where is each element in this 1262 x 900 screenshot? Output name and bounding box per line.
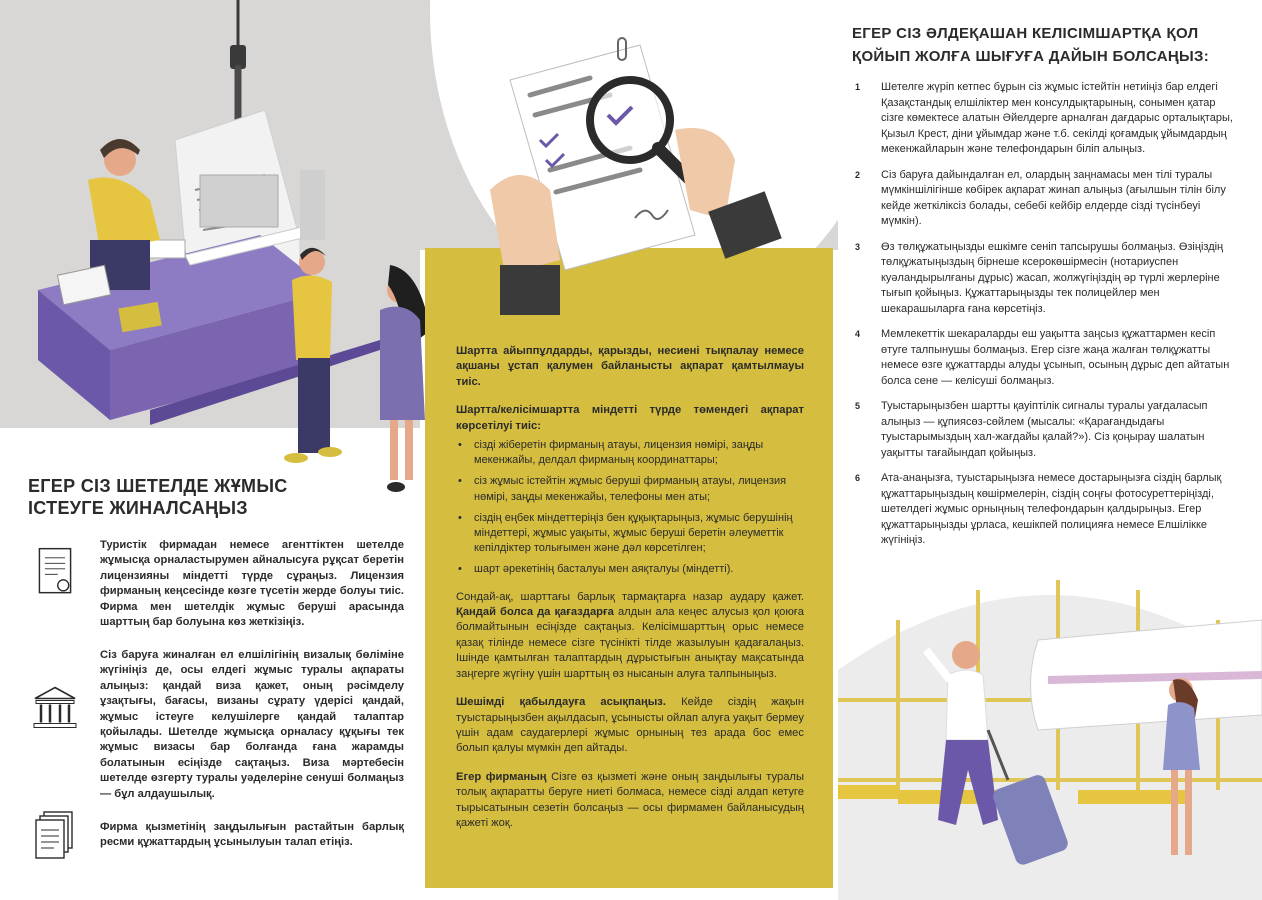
right-section-title: ЕГЕР СІЗ ӘЛДЕҚАШАН КЕЛІСІМШАРТҚА ҚОЛ ҚОЙЫП ЖОЛҒА ШЫҒУҒА ДАЙЫН БОЛСАҢЫЗ: xyxy=(852,25,1210,65)
list-item: • сіздің еңбек міндеттеріңіз бен құқықтарыңыз, жұмыс берушінің міндеттері, жұмыс уақыты, жұмыс беруші беретін әлеуметтік кепілдіктер толығымен және дәл көрсетілген; xyxy=(468,511,804,557)
list-item: • сізді жіберетін фирманың атауы, лицензия нөмірі, заңды мекенжайы, делдал фирманың координаттары; xyxy=(468,438,804,468)
attention-bold: Қандай болса да қағаздарға xyxy=(456,606,614,619)
item-text: Туыстарыңызбен шартты қауіптілік сигналы туралы уағдаласып алыңыз — құпиясөз-сөйлем (мысалы: «Қарағандыдағы туыстарымыздың хал-жағдайы қалай?»). Сіз қоңырау шалатын уақытты тағайындап қойыңыз. xyxy=(881,400,1208,459)
list-item xyxy=(855,399,1237,461)
contract-magnifier-illustration xyxy=(480,20,810,320)
middle-paragraph-no-rush xyxy=(456,695,804,757)
documents-stack-icon xyxy=(30,808,80,863)
list-item xyxy=(855,240,1237,318)
item-text: Сіз баруға дайындалған ел, олардың заңнамасы мен тілі туралы мүмкіншілігінше көбірек ақпарат жинап алыңыз (ағылшын тілін білу кейде жеткіліксіз болады, себебі кейбір елдерде сізді түсінбеуі мүмкін). xyxy=(881,168,1226,227)
left-paragraph-visa: Сіз баруға жиналған ел елшілігінің визалық бөліміне жүгініңіз де, осы елдегі жұмыс туралы ақпараты алыңыз: қандай виза қажет, оның рәсімделу ұзақтығы, бағасы, визаны сұрату үдерісі қандай, жұмыс істеуге келушілерге қандай талаптар қойылады. Шетелде жұмысқа орналасу құқығы тек жұмыс визасы бар болғанда ғана жарамды болатынын есіңізде сақтаңыз. Виза мәртебесін шетелде өзгерту туралы уәделеріне сенуші болмаңыз — бұл алдаушылық. xyxy=(100,649,404,800)
travel-advice-list xyxy=(855,80,1237,559)
list-item xyxy=(855,471,1237,549)
item-number: 5 xyxy=(855,401,861,411)
firm-rest: Сізге өз қызметі және оның заңдылығы туралы толық ақпаратты беруге ниеті болмаса, немесе сізді алдап кетуге тырысатынын сезетін болсаңыз — осы фирмамен байланысудың қажеті жоқ. xyxy=(456,770,804,829)
item-number: 2 xyxy=(855,169,861,180)
airport-travel-illustration xyxy=(838,580,1262,900)
item-number: 1 xyxy=(855,82,861,92)
attention-rest: алдын ала кеңес алусыз қол қоюға болмайтынын есіңізде сақтаңыз. Келісімшарттың орыс немесе қазақ тілінде немесе сізге түсінікті тілде жазылуын қадағалаңыз. Ішінде қамтылған талаптардың дұрыстығын анықтау мақсатында заңгерге жүгіну үшін шарттың өз нысанын алуға талпыныңыз. xyxy=(456,606,805,680)
certificate-icon xyxy=(30,545,80,600)
left-section-title: ЕГЕР СІЗ ШЕТЕЛДЕ ЖҰМЫС ІСТЕУГЕ ЖИНАЛСАҢЫЗ xyxy=(28,476,288,518)
firm-bold: Егер фирманың xyxy=(456,770,547,783)
list-item xyxy=(855,80,1237,158)
left-paragraph-documents: Фирма қызметінің заңдылығын растайтын барлық ресми құжаттардың ұсынылуын талап етіңіз. xyxy=(100,821,404,849)
item-number: 6 xyxy=(855,473,861,483)
item-text: Мемлекеттік шекараларды еш уақытта заңсыз құжаттармен кесіп өтуге талпынушы болмаңыз. Егер сізге жаңа жалған төлқұжатты немесе өзге құжаттарды алуды ұсынып, осының дұрыс деп айтатын болса сене — келісуші болмаңыз. xyxy=(881,328,1230,387)
middle-paragraph-firm xyxy=(456,770,804,832)
left-paragraph-license: Туристік фирмадан немесе агенттіктен шетелде жұмысқа орналастырумен айналысуға рұқсат беретін лицензияны міндетті түрде сұраңыз. Лицензия фирманың кеңсесінде көзге түсетін жерде болуы тиіс. Фирма мен шетелдік жұмыс беруші арасында шарттың бар болуына көз жеткізіңіз. xyxy=(100,539,404,629)
list-item: • сіз жұмыс істейтін жұмыс беруші фирманың атауы, лицензия нөмірі, заңды мекенжайы, телефоны мен аты; xyxy=(468,474,804,504)
middle-text-block xyxy=(456,344,804,844)
item-number: 3 xyxy=(855,241,861,252)
middle-paragraph-attention xyxy=(456,590,804,682)
middle-paragraph-required-info: Шартта/келісімшартта міндетті түрде төмендегі ақпарат көрсетілуі тиіс: xyxy=(456,404,804,432)
list-item xyxy=(855,168,1237,230)
no-rush-bold: Шешімді қабылдауға асықпаңыз. xyxy=(456,696,666,709)
item-text: Өз төлқұжатыңызды ешкімге сеніп тапсырушы болмаңыз. Өзіңіздің төлқұжатыңыздың бірнеше ксерокөшірмесін (нотариуспен куәландырылғаны дұрыс) жасап, жолжүгіңіздің әр түрлі жерлеріне тығып қойыңыз. Құжаттарыңызды тек полицейлер мен шекарашыларға ғана көрсетіңіз. xyxy=(881,240,1224,315)
item-number: 4 xyxy=(855,329,861,339)
embassy-building-icon xyxy=(30,680,80,735)
list-item: • шарт әрекетінің басталуы мен аяқталуы (міндетті). xyxy=(468,562,804,577)
office-contract-illustration xyxy=(0,0,425,500)
item-text: Ата-анаңызға, туыстарыңызға немесе достарыңызға сіздің барлық құжаттарыңыздың көшірмелерін, сіздің соңғы фотосуреттеріңізді, шетелдегі жұмыс орныңның телефондарын қалдырыңыз. Егер құжаттарыңызды ұрласа, кешікпей полицияға немесе Елшілікке жүгініңіз. xyxy=(881,472,1222,546)
attention-text: Сондай-ақ, шарттағы барлық тармақтарға назар аудару қажет. xyxy=(456,590,804,603)
middle-paragraph-fines: Шартта айыппұлдарды, қарызды, несиені тықпалау немесе ақшаны ұстап қалумен байланысты ақпарат қамтылмауы тиіс. xyxy=(456,345,804,388)
item-text: Шетелге жүріп кетпес бұрын сіз жұмыс істейтін нетиіңіз бар елдегі Қазақстандық елшіліктер мен консулдықтарының, сонымен қатар сізге көмектесе алатын Әйелдерге арналған дағдарыс орталықтары, Қызыл Крест, діни ұйымдар және т.б. секілді қоғамдық ұйымдардың мекенжайларын және телефондарын біліп алыңыз. xyxy=(881,81,1233,155)
list-item xyxy=(855,327,1237,389)
required-info-list xyxy=(456,438,804,578)
no-rush-rest: Кейде сіздің жақын туыстарыңызбен ақылдасып, ұсынысты ойлап алуға уақыт бермеу үшін адам саудагерлері жұмыс орнының тез арада бос емес болып қалуы мүмкін деп айтады. xyxy=(456,696,804,755)
